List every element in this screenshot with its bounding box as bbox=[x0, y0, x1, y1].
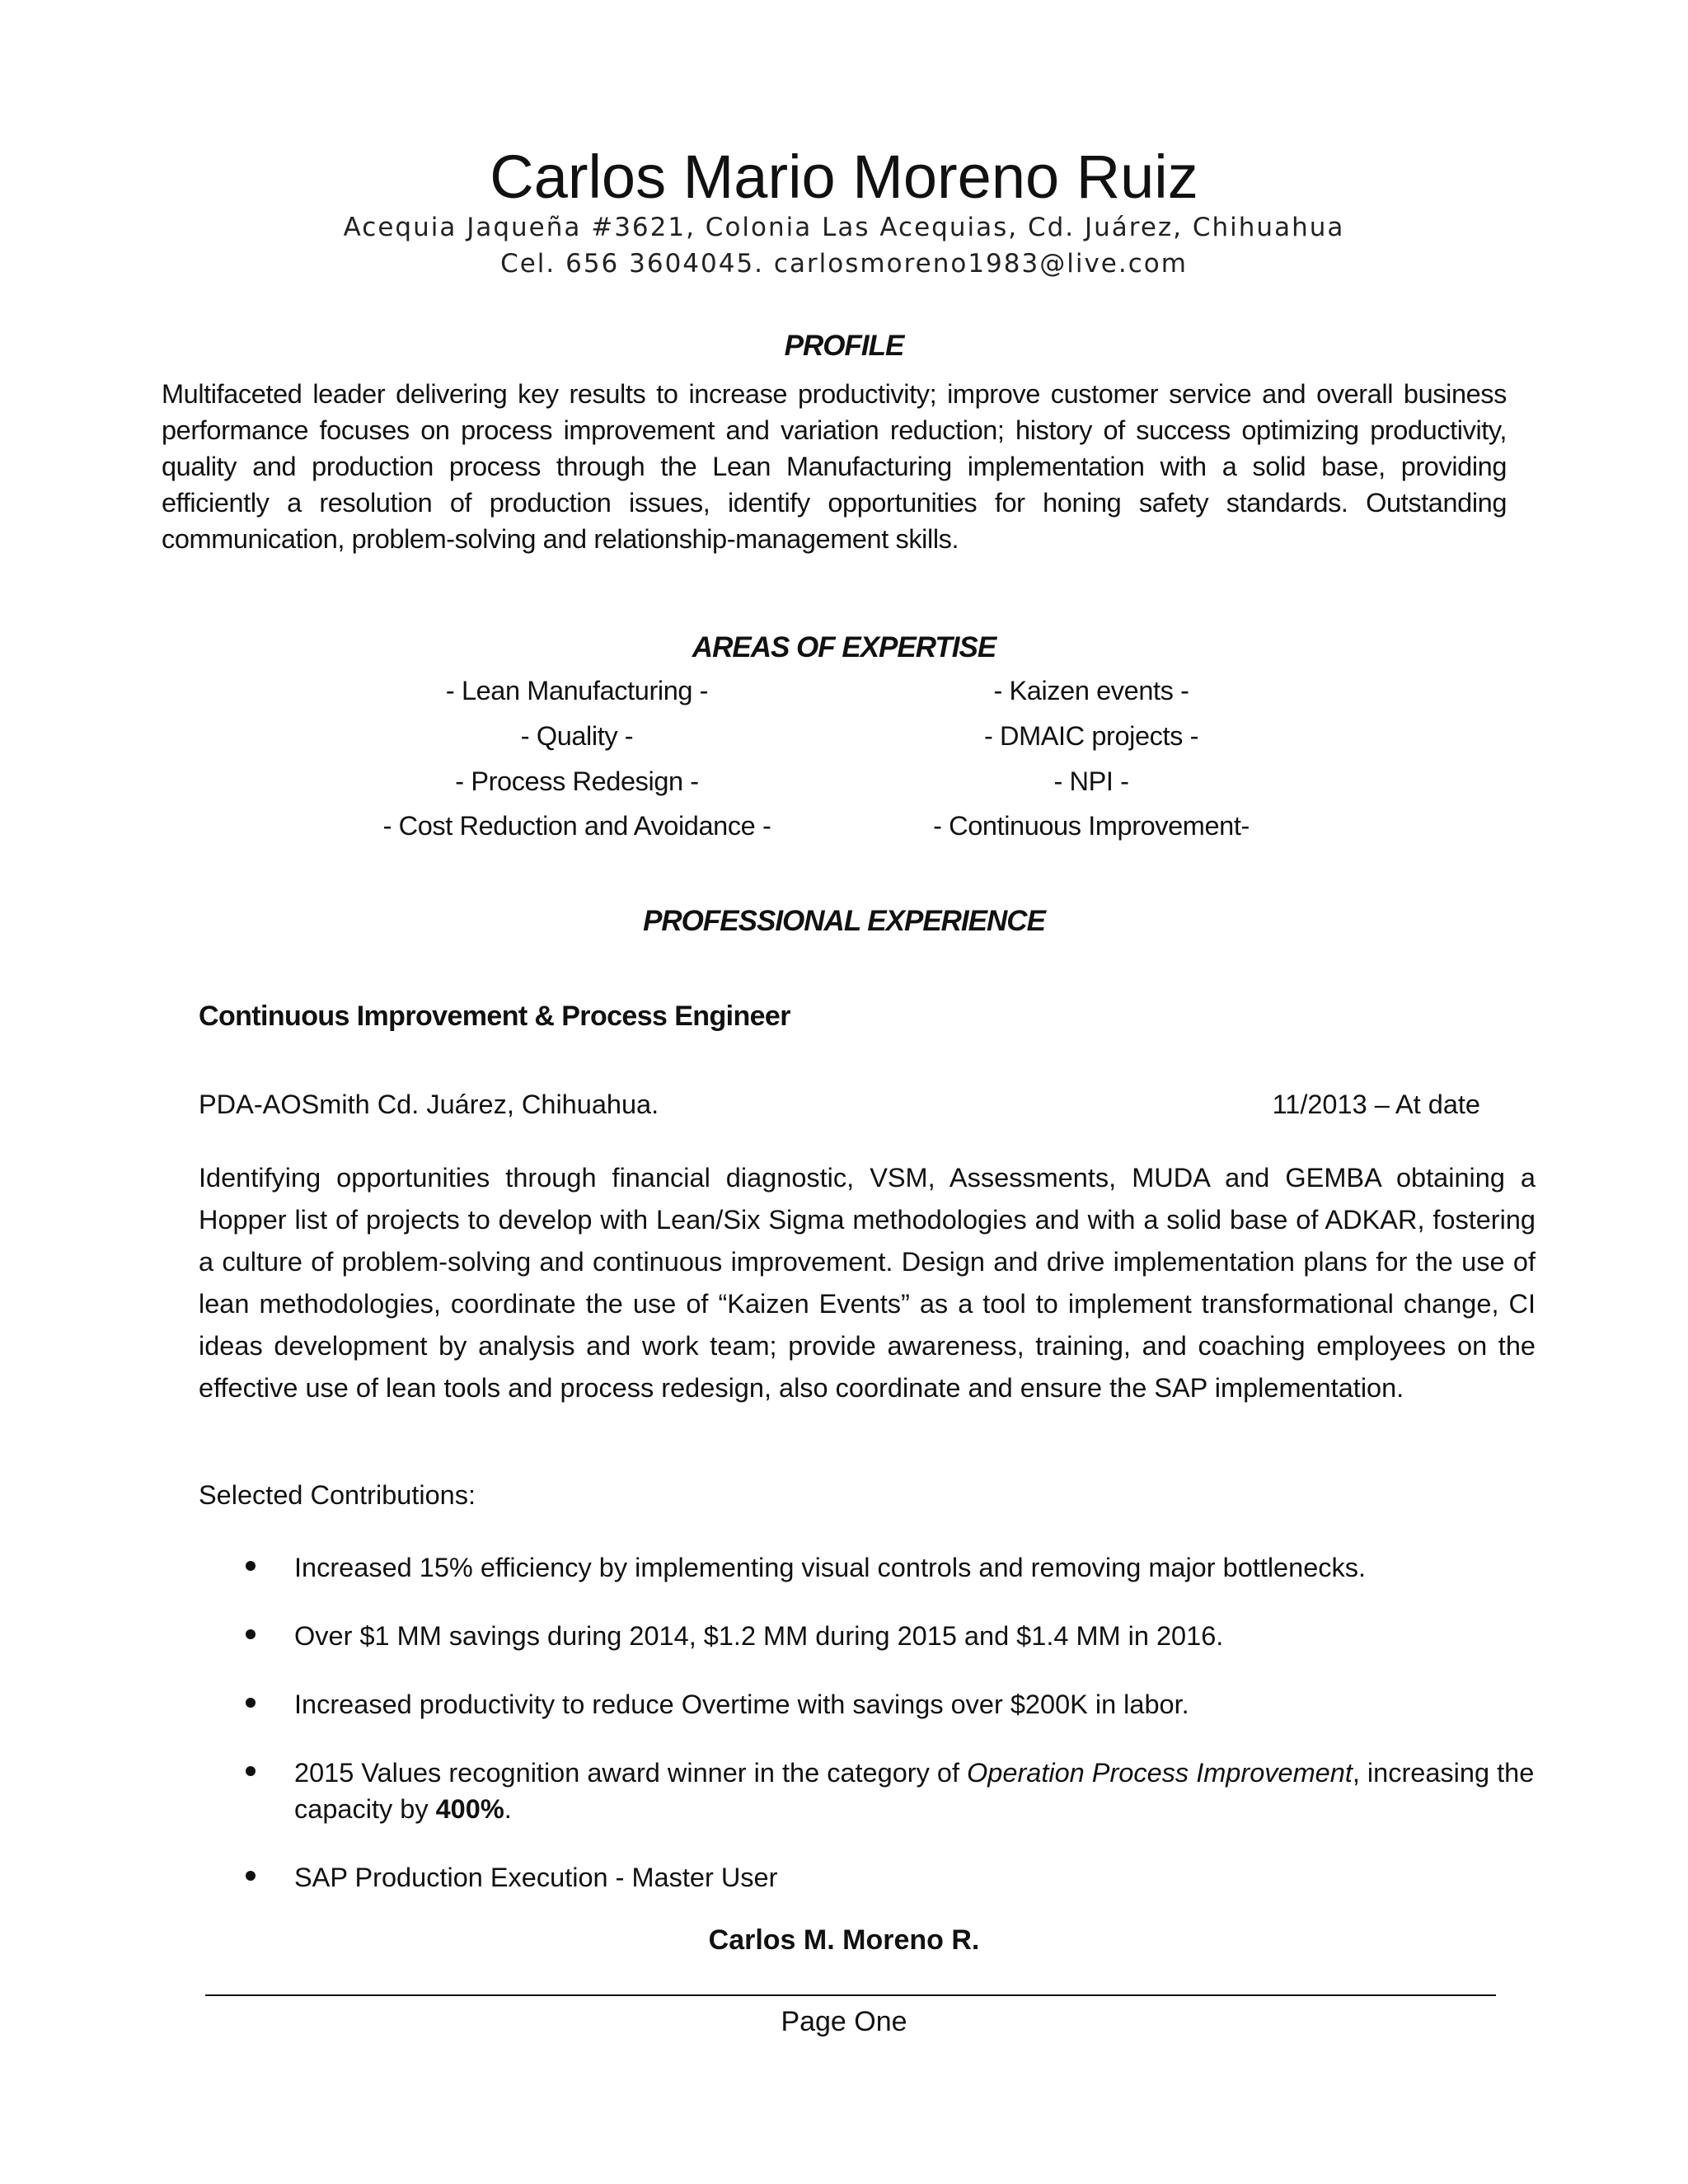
expertise-item: - Continuous Improvement- bbox=[933, 811, 1250, 841]
footer-divider bbox=[205, 1994, 1496, 1996]
contribution-prefix: 2015 Values recognition award winner in the category of bbox=[294, 1758, 968, 1788]
phone-email-line: Cel. 656 3604045. carlosmoreno1983@live.com bbox=[500, 249, 1188, 279]
expertise-item: - NPI - bbox=[1053, 766, 1129, 796]
company-location: PDA-AOSmith Cd. Juárez, Chihuahua. bbox=[199, 1090, 659, 1119]
candidate-name: Carlos Mario Moreno Ruiz bbox=[490, 143, 1198, 211]
experience-heading: PROFESSIONAL EXPERIENCE bbox=[643, 905, 1045, 937]
award-category: Operation Process Improvement bbox=[967, 1758, 1353, 1788]
contribution-text: Over $1 MM savings during 2014, $1.2 MM during 2015 and $1.4 MM in 2016. bbox=[294, 1621, 1224, 1651]
expertise-item: - Quality - bbox=[520, 721, 634, 751]
contribution-text: SAP Production Execution - Master User bbox=[294, 1863, 778, 1892]
contribution-text: Increased productivity to reduce Overtime with savings over $200K in labor. bbox=[294, 1690, 1189, 1719]
contribution-middle: , increasing the capacity by bbox=[294, 1758, 1535, 1824]
bullet-icon bbox=[246, 1698, 256, 1708]
bullet-icon bbox=[246, 1766, 256, 1776]
page-number: Page One bbox=[781, 2006, 907, 2037]
bullet-icon bbox=[246, 1629, 256, 1639]
contributions-label: Selected Contributions: bbox=[199, 1480, 476, 1510]
expertise-row bbox=[0, 811, 1688, 855]
expertise-item: - Process Redesign - bbox=[455, 766, 699, 796]
profile-paragraph: Multifaceted leader delivering key results to increase productivity; improve customer service and overall business performance focuses on process improvement and variation reduction; history of success optimizing productivity, quality and production process through the Lean Manufacturing implementation with a solid base, providing efficiently a resolution of production issues, identify opportunities for honing safety standards. Outstanding communication, problem-solving and relationship-management skills. bbox=[162, 379, 1507, 554]
footer-name: Carlos M. Moreno R. bbox=[708, 1924, 980, 1956]
expertise-item: - Cost Reduction and Avoidance - bbox=[382, 811, 771, 841]
contribution-text bbox=[294, 1755, 1535, 1827]
expertise-item: - Lean Manufacturing - bbox=[445, 676, 709, 705]
expertise-row bbox=[0, 721, 1688, 766]
capacity-increase: 400% bbox=[435, 1794, 504, 1824]
job-dates: 11/2013 – At date bbox=[1272, 1090, 1480, 1119]
contribution-suffix: . bbox=[504, 1794, 512, 1824]
expertise-row bbox=[0, 766, 1688, 811]
job-description: Identifying opportunities through financial diagnostic, VSM, Assessments, MUDA and GEMBA obtaining a Hopper list of projects to develop with Lean/Six Sigma methodologies and with a solid base of ADKAR, fostering a culture of problem-solving and continuous improvement. Design and drive implementation plans for the use of lean methodologies, coordinate the use of “Kaizen Events” as a tool to implement transformational change, CI ideas development by analysis and work team; provide awareness, training, and coaching employees on the effective use of lean tools and process redesign, also coordinate and ensure the SAP implementation. bbox=[199, 1163, 1536, 1403]
expertise-row bbox=[0, 676, 1688, 720]
profile-heading: PROFILE bbox=[784, 330, 904, 362]
expertise-item: - DMAIC projects - bbox=[983, 721, 1199, 751]
expertise-heading: AREAS OF EXPERTISE bbox=[692, 631, 996, 663]
expertise-item: - Kaizen events - bbox=[993, 676, 1189, 705]
bullet-icon bbox=[246, 1871, 256, 1881]
bullet-icon bbox=[246, 1561, 256, 1571]
address-line: Acequia Jaqueña #3621, Colonia Las Acequias, Cd. Juárez, Chihuahua bbox=[343, 213, 1345, 242]
job-title: Continuous Improvement & Process Engineer bbox=[199, 1001, 790, 1032]
contribution-text: Increased 15% efficiency by implementing visual controls and removing major bottlenecks. bbox=[294, 1553, 1367, 1582]
